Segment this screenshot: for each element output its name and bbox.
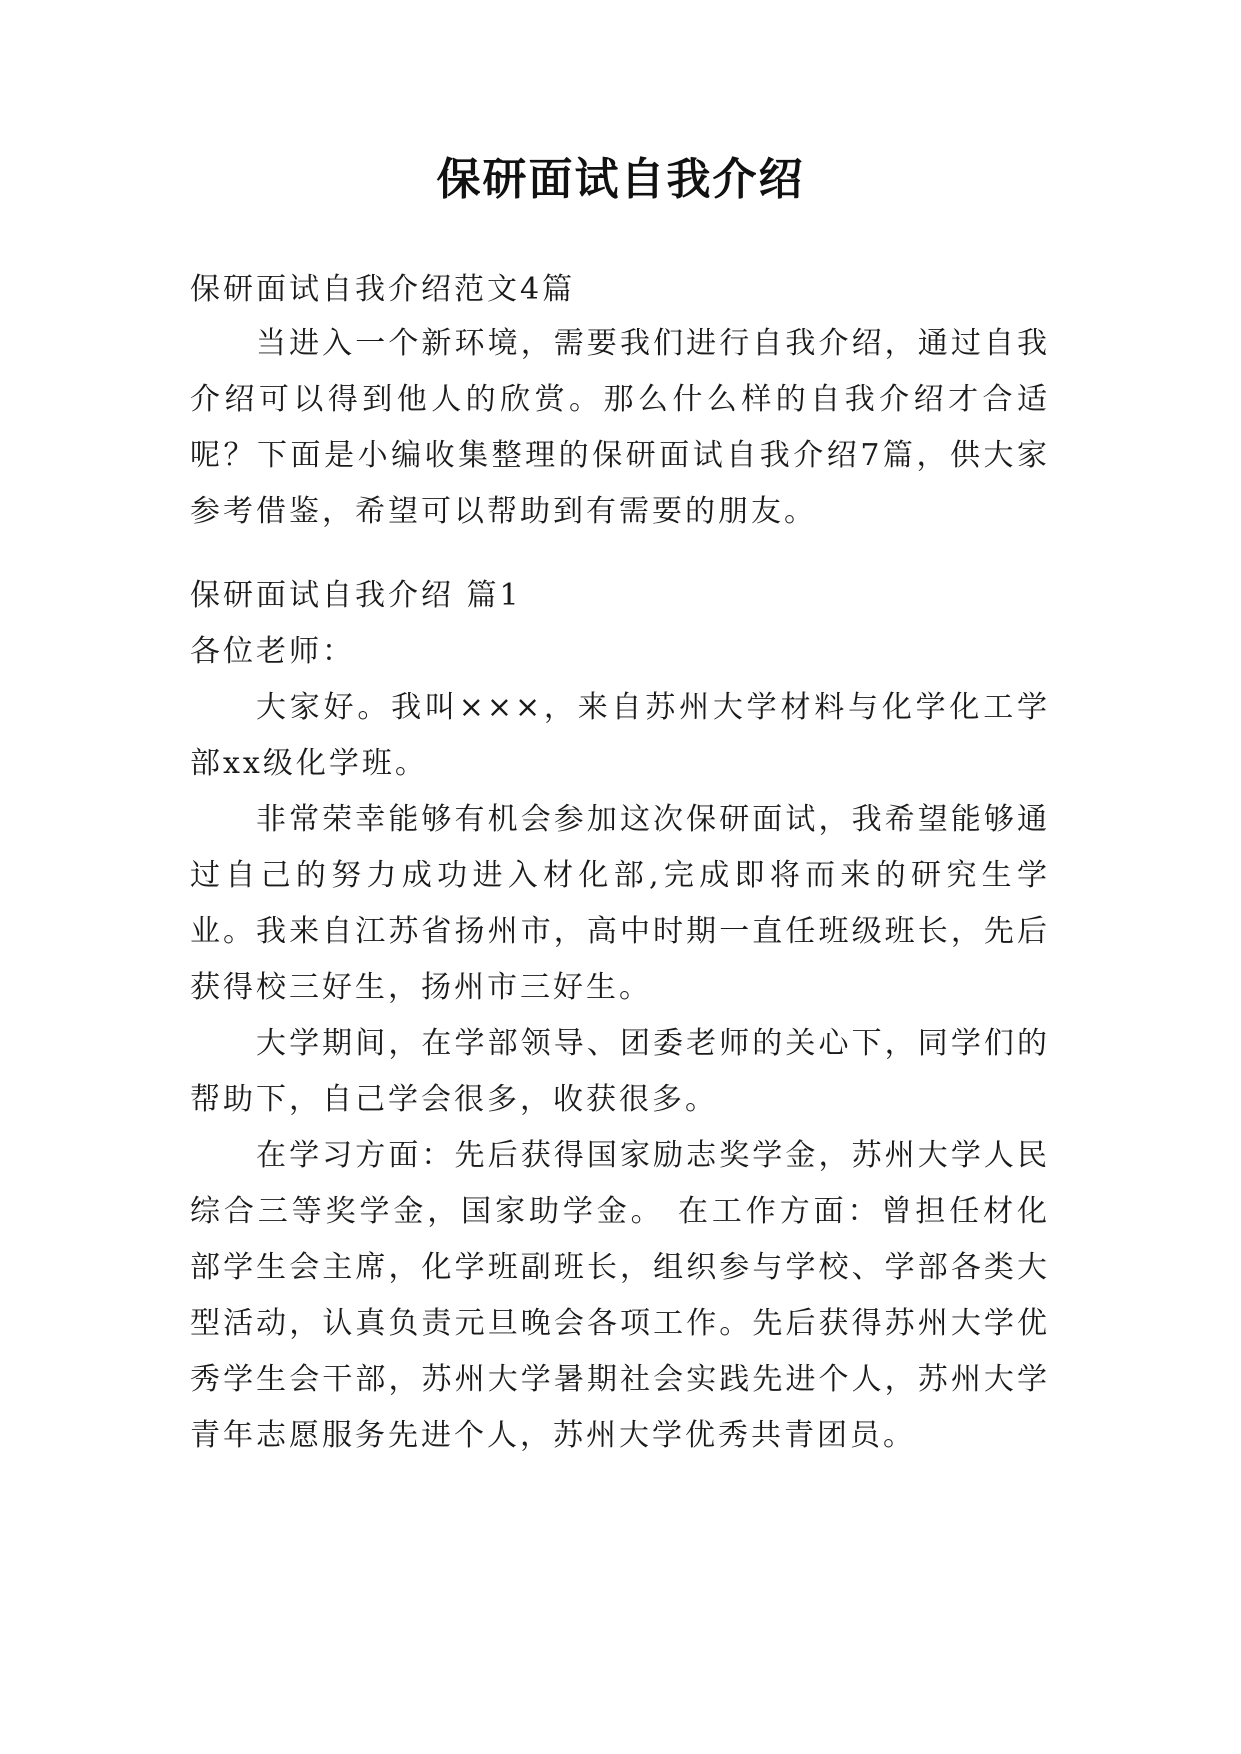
salutation: 各位老师： <box>190 634 355 669</box>
intro-paragraph: 当进入一个新环境，需要我们进行自我介绍，通过自我介绍可以得到他人的欣赏。那么什么样的自我介绍才合适呢？下面是小编收集整理的保研面试自我介绍7篇，供大家参考借鉴，希望可以帮助到有需要的朋友。 <box>190 326 1050 529</box>
paragraph-5: 在学习方面：先后获得国家励志奖学金，苏州大学人民综合三等奖学金，国家助学金。 在工作方面：曾担任材化部学生会主席，化学班副班长，组织参与学校、学部各类大型活动，认真负责元旦晚会各项工作。先后获得苏州大学优秀学生会干部，苏州大学暑期社会实践先进个人，苏州大学青年志愿服务先进个人，苏州大学优秀共青团员。 <box>190 1138 1050 1453</box>
section-heading-1: 保研面试自我介绍 篇1 <box>190 578 522 613</box>
paragraph-4: 大学期间，在学部领导、团委老师的关心下，同学们的帮助下，自己学会很多，收获很多。 <box>190 1026 1050 1117</box>
paragraph-2: 非常荣幸能够有机会参加这次保研面试，我希望能够通过自己的努力成功进入材化部,完成即将而来的研究生学业。 <box>190 802 1050 949</box>
paragraph-3: 我来自江苏省扬州市，高中时期一直任班级班长，先后获得校三好生，扬州市三好生。 <box>190 914 1050 1005</box>
document-subtitle: 保研面试自我介绍范文4篇 <box>190 272 576 307</box>
paragraph-1: 大家好。我叫×××，来自苏州大学材料与化学化工学部xx级化学班。 <box>190 690 1050 781</box>
document-title: 保研面试自我介绍 <box>436 154 805 205</box>
